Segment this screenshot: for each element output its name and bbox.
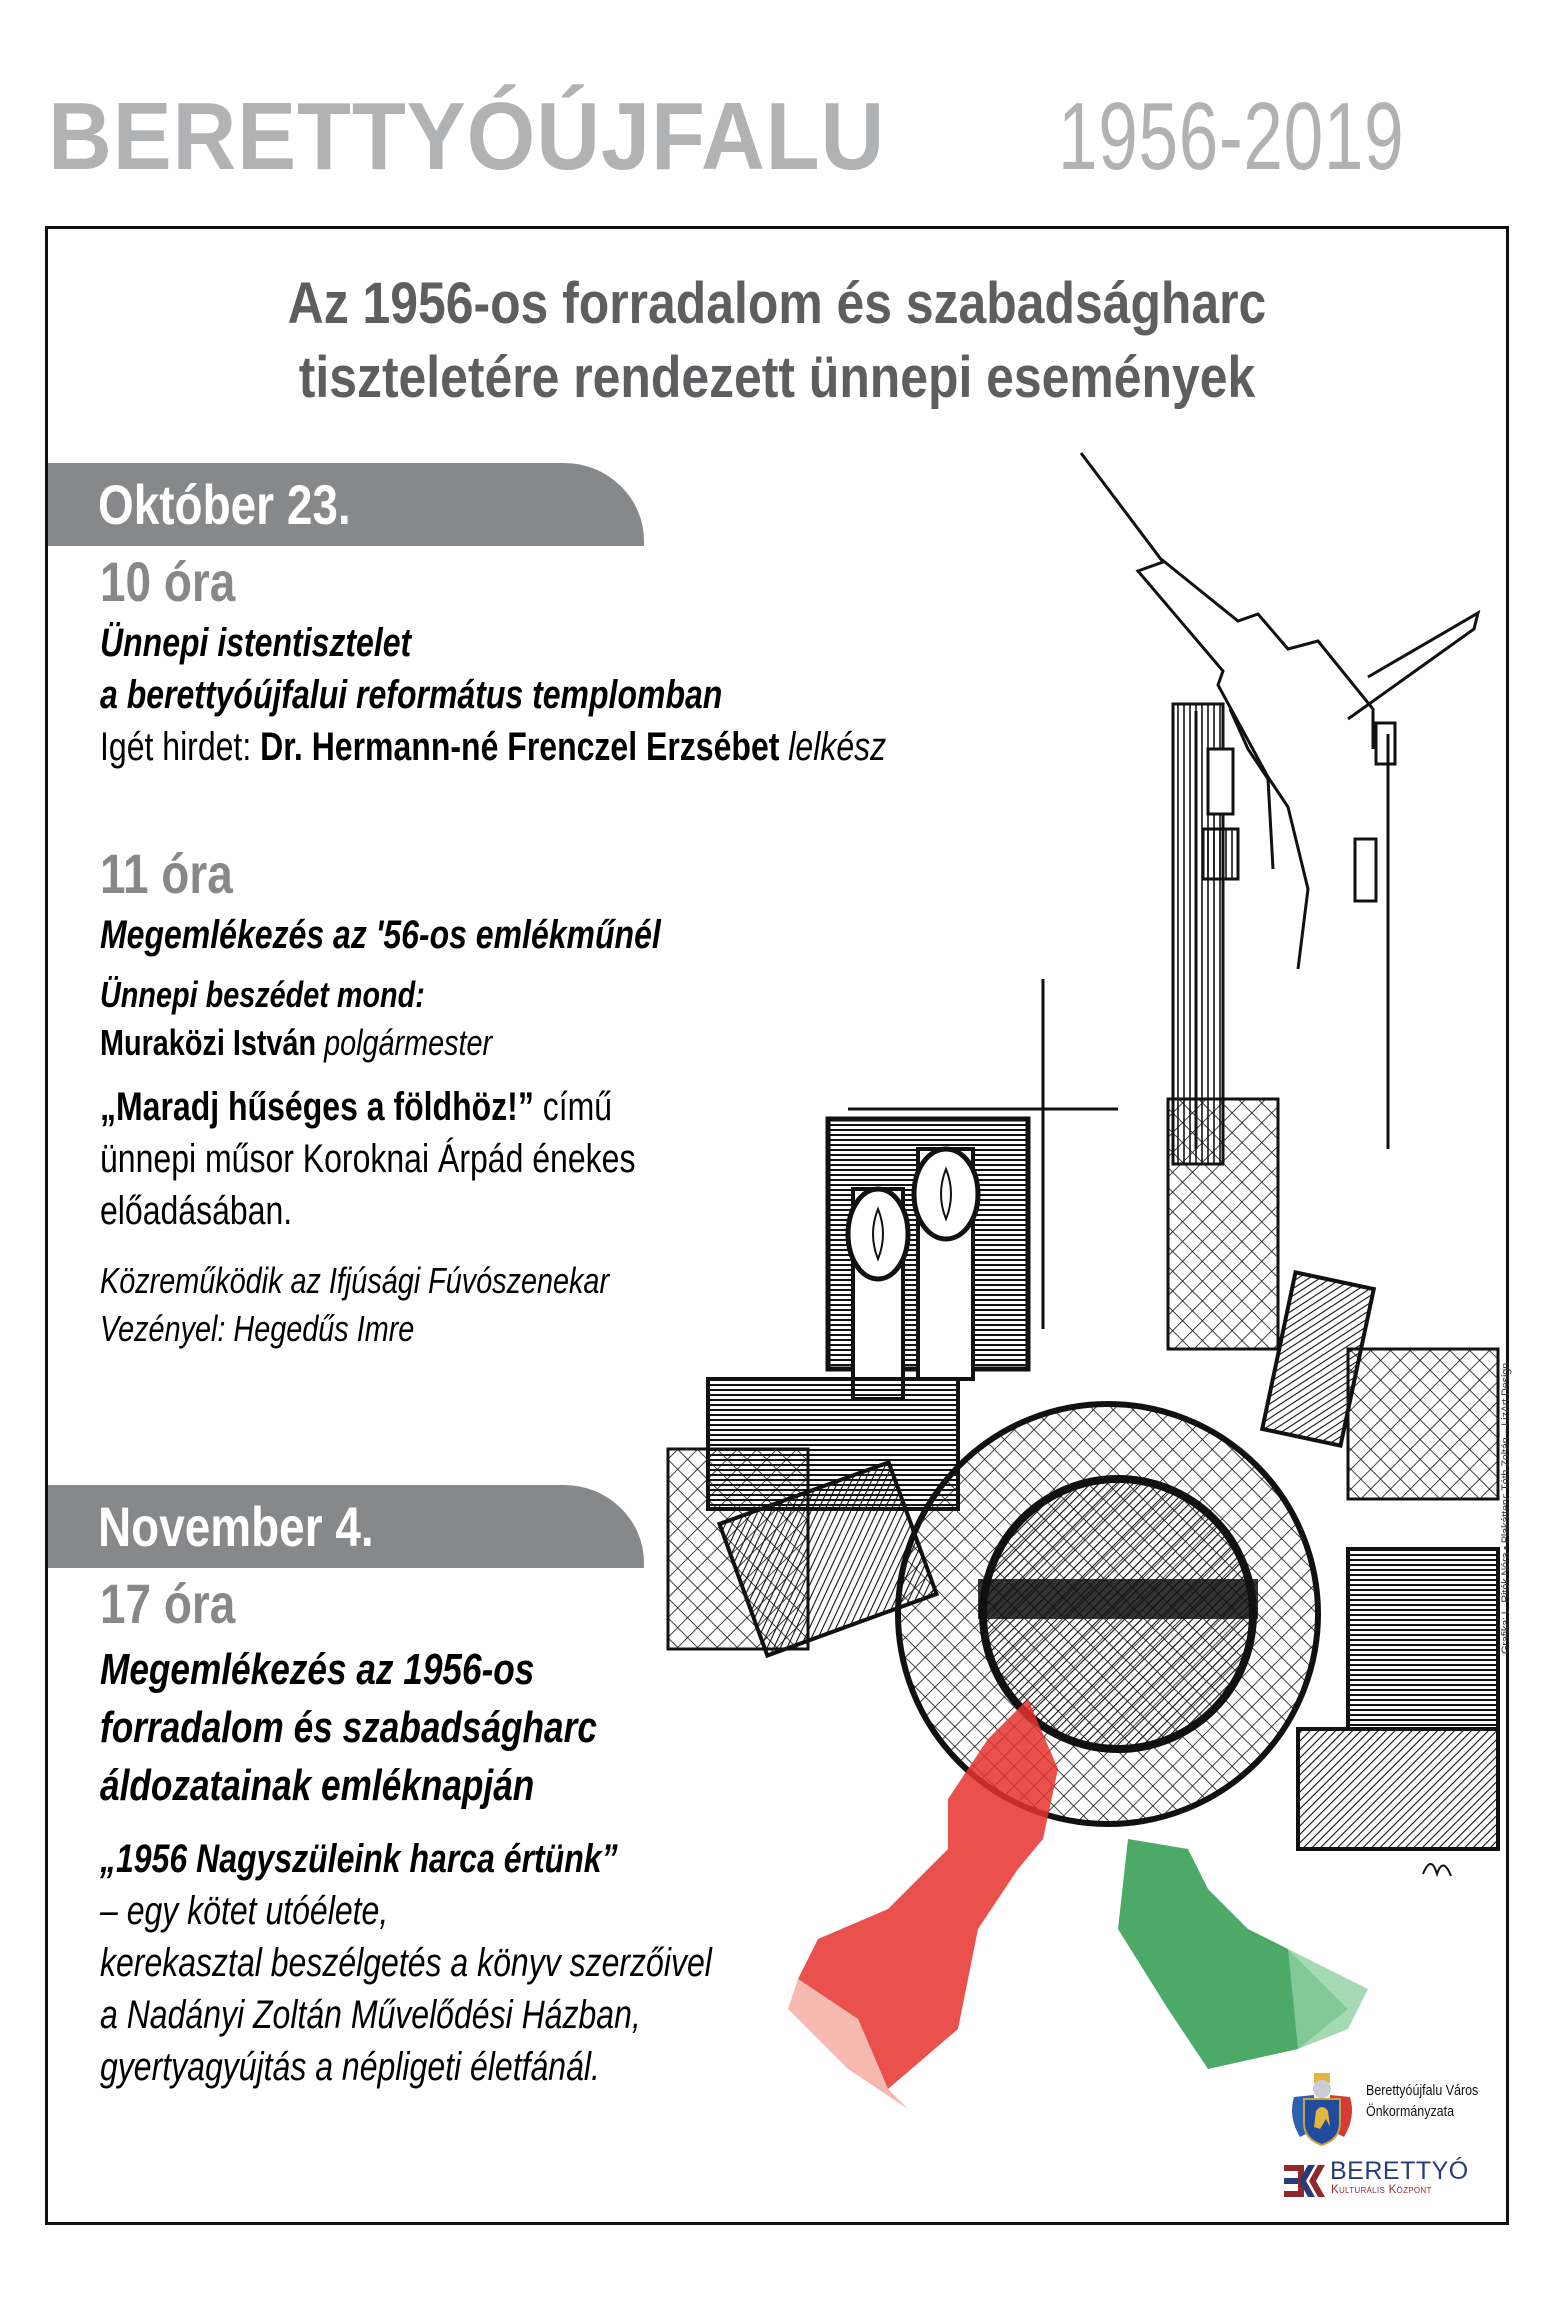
detail-line: a Nadányi Zoltán Művelődési Házban, [100, 1993, 641, 2037]
speaker-role: polgármester [324, 1022, 493, 1063]
speaker-name: Muraközi István [100, 1022, 317, 1063]
program-line-1 [100, 1081, 661, 1133]
bkk-name: BERETTYÓ [1330, 2157, 1469, 2185]
city-council-name [1366, 2081, 1478, 2123]
speaker-line [100, 1019, 661, 1067]
event-title-line: Megemlékezés az '56-os emlékműnél [100, 913, 661, 957]
date-band-october-23 [48, 463, 644, 546]
cultural-center-logo [1284, 2157, 1514, 2207]
years-range: 1956-2019 [1058, 83, 1405, 190]
event-hour: 17 óra [100, 1572, 236, 1635]
page-title [48, 267, 1506, 415]
date-band-november-4 [48, 1485, 644, 1568]
city-council-logo [1286, 2067, 1496, 2147]
preacher-role: lelkész [788, 725, 887, 769]
event-title-line: a berettyóújfalui református templomban [100, 673, 723, 717]
program-frame [45, 226, 1512, 2225]
preacher-label: Igét hirdet: [100, 725, 252, 769]
book-title: „1956 Nagyszüleink harca értünk” [100, 1837, 618, 1881]
preacher-name: Dr. Hermann-né Frenczel Erzsébet [260, 725, 780, 769]
event-11-ora [100, 841, 801, 1353]
program-title-suffix: című [542, 1085, 613, 1129]
city-name: BERETTYÓÚJFALU [48, 83, 886, 190]
event-hour: 10 óra [100, 550, 236, 613]
date-label: November 4. [98, 1495, 374, 1558]
poster-banner [48, 82, 1528, 192]
event-17-ora [100, 1571, 865, 2093]
program-title: „Maradj hűséges a földhöz!” [100, 1085, 534, 1129]
title-line-2: tiszteletére rendezett ünnepi események [298, 345, 1256, 410]
detail-line: – egy kötet utóélete, [100, 1889, 389, 1933]
detail-line: gyertyagyújtás a népligeti életfánál. [100, 2045, 600, 2089]
speech-label: Ünnepi beszédet mond: [100, 974, 425, 1015]
coat-of-arms-icon [1286, 2067, 1358, 2147]
city-council-line-2: Önkormányzata [1366, 2104, 1455, 2120]
city-council-line-1: Berettyóújfalu Város [1366, 2083, 1479, 2099]
preacher-line [100, 721, 886, 773]
title-line-1: Az 1956-os forradalom és szabadságharc [287, 271, 1267, 336]
event-hour: 11 óra [100, 842, 233, 905]
note-line-1: Közreműködik az Ifjúsági Fúvószenekar [100, 1260, 610, 1301]
event-title-line: áldozatainak emléknapján [100, 1761, 535, 1810]
program-line-2: ünnepi műsor Koroknai Árpád énekes [100, 1137, 636, 1181]
bkk-mark-icon [1284, 2163, 1328, 2199]
date-label: Október 23. [98, 473, 351, 536]
note-line-2: Vezényel: Hegedűs Imre [100, 1308, 415, 1349]
detail-line: kerekasztal beszélgetés a könyv szerzőivel [100, 1941, 712, 1985]
event-title-line: forradalom és szabadságharc [100, 1703, 597, 1752]
event-10-ora [100, 549, 1083, 773]
program-line-3: előadásában. [100, 1189, 293, 1233]
bkk-subtitle: Kulturális Központ [1331, 2184, 1432, 2196]
design-credit: Grafika: L. Ritók Nóra • Plakátterv: Tóth Zoltán – LizArt Design [1500, 1362, 1512, 1654]
event-title-line: Megemlékezés az 1956-os [100, 1645, 535, 1694]
event-title-line: Ünnepi istentisztelet [100, 621, 412, 665]
